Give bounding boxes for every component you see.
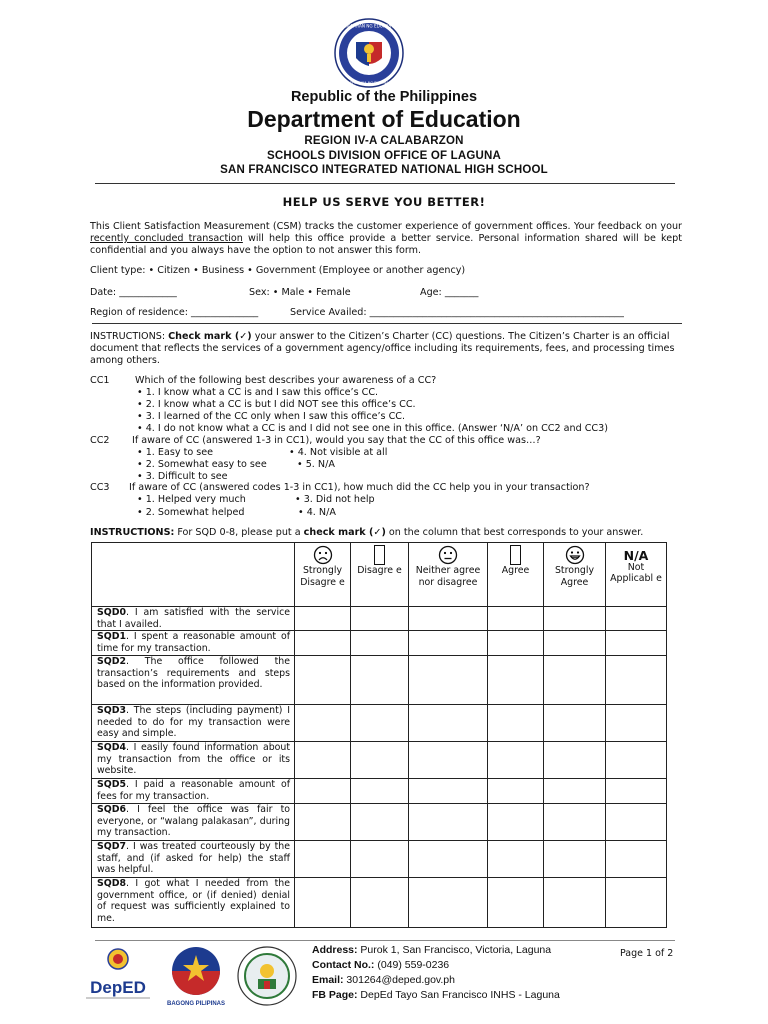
very-sad-face-icon: [313, 545, 333, 565]
answer-cell[interactable]: [295, 779, 351, 804]
answer-cell[interactable]: [544, 841, 606, 878]
bagong-pilipinas-text: BAGONG PILIPINAS: [166, 1001, 226, 1007]
cc-instructions: INSTRUCTIONS: Check mark (✓) your answer to the Citizen’s Charter (CC) questions. The Citizen’s Charter is an official document that reflects the services of a government agency/office including its requirements, fees, and processing times among others.: [90, 331, 675, 366]
answer-cell[interactable]: [351, 607, 409, 631]
sqd3-question: SQD3. The steps (including payment) I needed to do for my transaction were easy and simple.: [92, 705, 295, 742]
sqd-instructions: INSTRUCTIONS: For SQD 0-8, please put a check mark (✓) on the column that best corresponds to your answer.: [90, 527, 644, 538]
page-number: Page 1 of 2: [620, 948, 674, 959]
answer-cell[interactable]: [409, 841, 488, 878]
answer-cell[interactable]: [351, 742, 409, 779]
answer-cell[interactable]: [488, 631, 544, 656]
cc2-option[interactable]: • 5. N/A: [297, 459, 335, 470]
answer-cell[interactable]: [409, 656, 488, 705]
answer-cell[interactable]: [544, 804, 606, 841]
scale-strongly-disagree: Strongly Disagre e: [295, 543, 351, 607]
sqd7-question: SQD7. I was treated courteously by the staff, and (if asked for help) the staff was helpful.: [92, 841, 295, 878]
answer-cell[interactable]: [488, 656, 544, 705]
answer-cell[interactable]: [488, 779, 544, 804]
answer-cell[interactable]: [409, 631, 488, 656]
scale-not-applicable: N/A Not Applicabl e: [606, 543, 667, 607]
scale-strongly-agree: Strongly Agree: [544, 543, 606, 607]
answer-cell[interactable]: [606, 705, 667, 742]
missing-glyph-icon: [510, 545, 521, 565]
missing-glyph-icon: [374, 545, 385, 565]
cc2-option[interactable]: • 2. Somewhat easy to see: [137, 459, 267, 470]
answer-cell[interactable]: [544, 878, 606, 928]
answer-cell[interactable]: [606, 779, 667, 804]
answer-cell[interactable]: [606, 878, 667, 928]
answer-cell[interactable]: [544, 607, 606, 631]
answer-cell[interactable]: [295, 878, 351, 928]
answer-cell[interactable]: [544, 631, 606, 656]
table-row: [92, 779, 667, 804]
table-row: [92, 742, 667, 779]
cc1-option[interactable]: • 1. I know what a CC is and I saw this office’s CC.: [137, 387, 379, 398]
deped-seal-logo: [334, 18, 404, 88]
cc3-option[interactable]: • 1. Helped very much: [137, 494, 246, 505]
cc3-option[interactable]: • 2. Somewhat helped: [137, 507, 245, 518]
cc1-option[interactable]: • 4. I do not know what a CC is and I did not see one in this office. (Answer ‘N/A’ on CC2 and CC3): [137, 423, 608, 434]
form-title: HELP US SERVE YOU BETTER!: [282, 195, 486, 209]
answer-cell[interactable]: [295, 841, 351, 878]
answer-cell[interactable]: [606, 631, 667, 656]
answer-cell[interactable]: [409, 742, 488, 779]
client-type-field[interactable]: Client type: • Citizen • Business • Government (Employee or another agency): [90, 265, 466, 276]
division-heading: SCHOOLS DIVISION OFFICE OF LAGUNA: [266, 150, 502, 162]
cc1-label: CC1: [90, 375, 110, 386]
republic-heading: Republic of the Philippines: [290, 89, 478, 105]
school-seal-icon: [236, 945, 298, 1007]
sqd8-question: SQD8. I got what I needed from the government office, or (if denied) denial of request was sufficiently explained to me.: [92, 878, 295, 928]
answer-cell[interactable]: [409, 804, 488, 841]
cc1-question: Which of the following best describes your awareness of a CC?: [135, 375, 437, 386]
table-row: [92, 705, 667, 742]
service-field[interactable]: Service Availed: _____________________________________________________: [290, 307, 624, 318]
school-heading: SAN FRANCISCO INTEGRATED NATIONAL HIGH SCHOOL: [220, 164, 548, 176]
cc1-option[interactable]: • 2. I know what a CC is but I did NOT see this office’s CC.: [137, 399, 416, 410]
sqd-table: [91, 542, 667, 928]
cc1-option[interactable]: • 3. I learned of the CC only when I saw this office’s CC.: [137, 411, 406, 422]
age-field[interactable]: Age: _______: [420, 287, 479, 298]
sqd4-question: SQD4. I easily found information about my transaction from the office or its website.: [92, 742, 295, 779]
answer-cell[interactable]: [295, 804, 351, 841]
answer-cell[interactable]: [351, 804, 409, 841]
sex-field[interactable]: Sex: • Male • Female: [249, 287, 351, 298]
answer-cell[interactable]: [488, 804, 544, 841]
answer-cell[interactable]: [295, 607, 351, 631]
answer-cell[interactable]: [351, 656, 409, 705]
sqd6-question: SQD6. I feel the office was fair to everyone, or “walang palakasan”, during my transaction.: [92, 804, 295, 841]
answer-cell[interactable]: [606, 656, 667, 705]
answer-cell[interactable]: [544, 779, 606, 804]
answer-cell[interactable]: [606, 841, 667, 878]
school-seal-logo: [236, 945, 298, 1007]
scale-neither: Neither agree nor disagree: [409, 543, 488, 607]
region-heading: REGION IV-A CALABARZON: [304, 135, 464, 147]
answer-cell[interactable]: [351, 631, 409, 656]
answer-cell[interactable]: [351, 779, 409, 804]
answer-cell[interactable]: [351, 705, 409, 742]
sqd2-question: SQD2. The office followed the transaction’s requirements and steps based on the information provided.: [92, 656, 295, 705]
department-heading: Department of Education: [247, 106, 521, 132]
grinning-face-icon: [565, 545, 585, 565]
answer-cell[interactable]: [544, 705, 606, 742]
sqd0-question: SQD0. I am satisfied with the service that I availed.: [92, 607, 295, 631]
answer-cell[interactable]: [488, 705, 544, 742]
intro-paragraph: This Client Satisfaction Measurement (CSM) tracks the customer experience of government offices. Your feedback on your recently concluded transaction will help this office provide a better service. Personal information shared will be kept confidential and you always have the option to not answer this form.: [90, 221, 682, 256]
answer-cell[interactable]: [295, 705, 351, 742]
table-row: [92, 656, 667, 705]
cc3-option[interactable]: • 3. Did not help: [295, 494, 375, 505]
answer-cell[interactable]: [409, 705, 488, 742]
cc3-question: If aware of CC (answered codes 1-3 in CC1), how much did the CC help you in your transaction?: [129, 482, 590, 493]
deped-footer-logo: [80, 945, 156, 1005]
region-field[interactable]: Region of residence: ______________: [90, 307, 259, 318]
header-blank-cell: [92, 543, 295, 607]
neutral-face-icon: [438, 545, 458, 565]
cc3-option[interactable]: • 4. N/A: [298, 507, 336, 518]
footer-contact: Contact No.: (049) 559-0236: [312, 959, 450, 971]
table-row: [92, 878, 667, 928]
fields-divider: [92, 323, 682, 324]
seal-bottom-text: REPUBLIKA NG PILIPINAS: [347, 81, 391, 85]
answer-cell[interactable]: [488, 742, 544, 779]
scale-header-row: [92, 543, 667, 607]
cc2-question: If aware of CC (answered 1-3 in CC1), would you say that the CC of this office was…?: [132, 435, 541, 446]
cc2-label: CC2: [90, 435, 110, 446]
answer-cell[interactable]: [295, 742, 351, 779]
bagong-pilipinas-logo: [163, 943, 229, 1009]
answer-cell[interactable]: [606, 742, 667, 779]
footer-address: Address: Purok 1, San Francisco, Victoria, Laguna: [312, 944, 552, 956]
answer-cell[interactable]: [606, 804, 667, 841]
answer-cell[interactable]: [351, 878, 409, 928]
footer-fb-page[interactable]: FB Page: DepEd Tayo San Francisco INHS - Laguna: [312, 989, 560, 1001]
table-row: [92, 804, 667, 841]
answer-cell[interactable]: [606, 607, 667, 631]
table-row: [92, 607, 667, 631]
answer-cell[interactable]: [544, 742, 606, 779]
bagong-pilipinas-icon: [163, 943, 229, 1009]
answer-cell[interactable]: [488, 841, 544, 878]
footer-divider: [95, 940, 675, 941]
answer-cell[interactable]: [351, 841, 409, 878]
cc3-label: CC3: [90, 482, 110, 493]
answer-cell[interactable]: [544, 656, 606, 705]
answer-cell[interactable]: [488, 607, 544, 631]
table-row: [92, 841, 667, 878]
footer-email[interactable]: Email: 301264@deped.gov.ph: [312, 974, 455, 986]
answer-cell[interactable]: [409, 607, 488, 631]
answer-cell[interactable]: [295, 631, 351, 656]
cc2-option[interactable]: • 3. Difficult to see: [137, 471, 228, 482]
scale-agree: Agree: [488, 543, 544, 607]
seal-top-text: KAGAWARAN NG EDUKASYON: [338, 23, 400, 29]
cc2-option[interactable]: • 4. Not visible at all: [289, 447, 388, 458]
header-divider: [95, 183, 675, 184]
sqd1-question: SQD1. I spent a reasonable amount of time for my transaction.: [92, 631, 295, 656]
answer-cell[interactable]: [488, 878, 544, 928]
table-row: [92, 631, 667, 656]
answer-cell[interactable]: [295, 656, 351, 705]
cc2-option[interactable]: • 1. Easy to see: [137, 447, 214, 458]
date-field[interactable]: Date: ____________: [90, 287, 177, 298]
deped-logo-icon: [80, 945, 156, 1005]
scale-disagree: Disagre e: [351, 543, 409, 607]
answer-cell[interactable]: [409, 779, 488, 804]
sqd5-question: SQD5. I paid a reasonable amount of fees for my transaction.: [92, 779, 295, 804]
deped-logo-text: DepED: [90, 978, 146, 997]
answer-cell[interactable]: [409, 878, 488, 928]
